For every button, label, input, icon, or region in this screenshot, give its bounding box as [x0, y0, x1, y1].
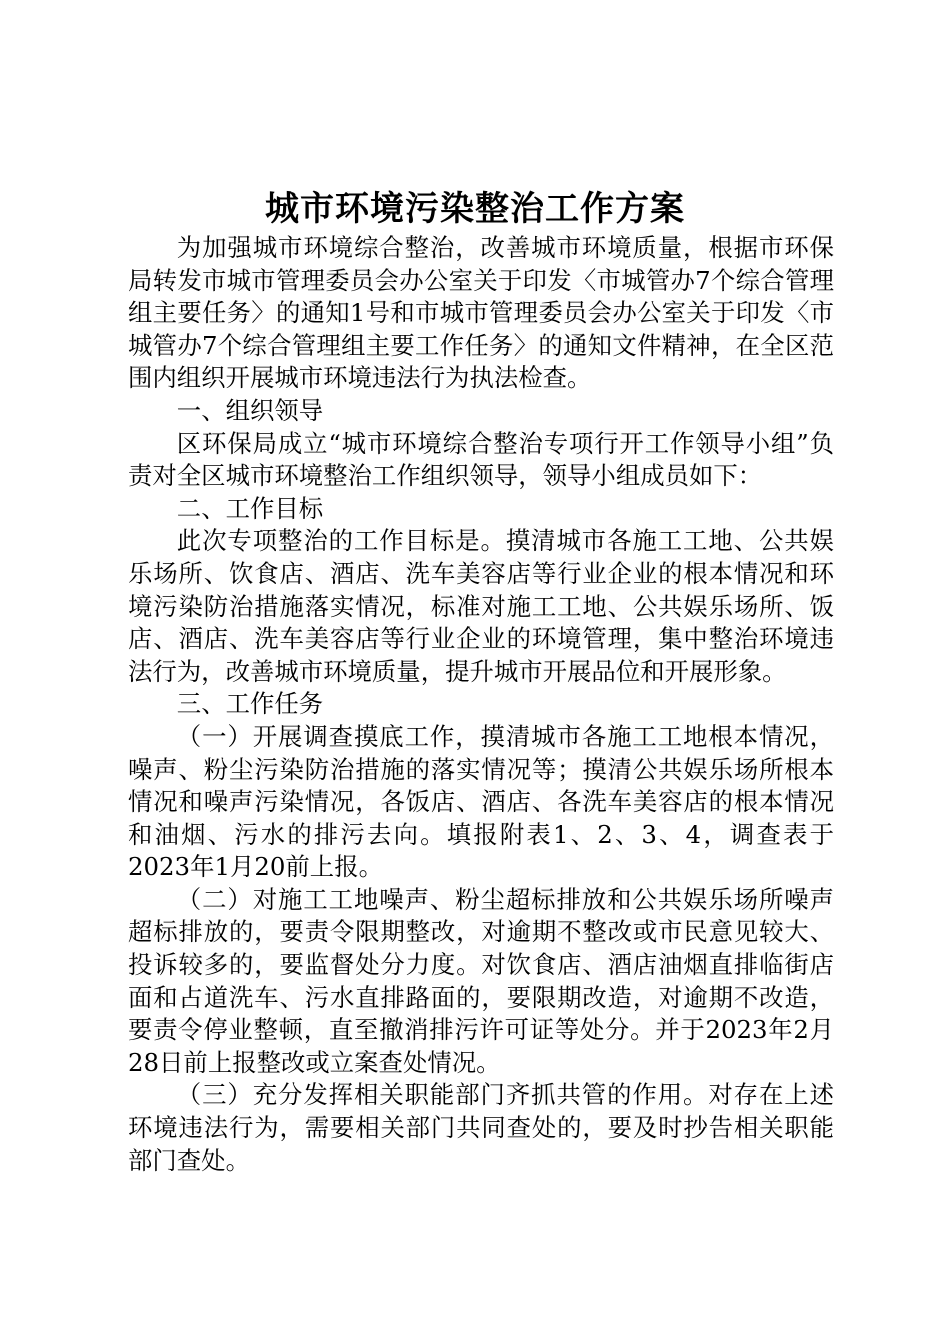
- section-heading-tasks: 三、工作任务: [176, 689, 324, 719]
- paragraph-intro: 为加强城市环境综合整治，改善城市环境质量，根据市环保局转发市城市管理委员会办公室关于印发〈市城管办7个综合管理组主要任务〉的通知1号和市城市管理委员会办公室关于印发〈市城管办7个综合管理组主要工作任务〉的通知文件精神，在全区范围内组织开展城市环境违法行为执法检查。: [128, 233, 834, 393]
- paragraph-task-1: （一）开展调查摸底工作，摸清城市各施工工地根本情况，噪声、粉尘污染防治措施的落实情况等；摸清公共娱乐场所根本情况和噪声污染情况，各饭店、酒店、各洗车美容店的根本情况和油烟、污水的排污去向。填报附表1、2、3、4，调查表于2023年1月20前上报。: [128, 721, 834, 882]
- paragraph-task-3: （三）充分发挥相关职能部门齐抓共管的作用。对存在上述环境违法行为，需要相关部门共同查处的，要及时抄告相关职能部门查处。: [128, 1080, 834, 1175]
- section-heading-organization: 一、组织领导: [176, 395, 324, 425]
- document-body: [128, 232, 834, 1177]
- paragraph-goals: 此次专项整治的工作目标是。摸清城市各施工工地、公共娱乐场所、饮食店、酒店、洗车美容店等行业企业的根本情况和环境污染防治措施落实情况，标准对施工工地、公共娱乐场所、饭店、酒店、洗车美容店等行业企业的环境管理，集中整治环境违法行为，改善城市环境质量，提升城市开展品位和开展形象。: [128, 526, 834, 686]
- paragraph-organization: 区环保局成立“城市环境综合整治专项行开工作领导小组”负责对全区城市环境整治工作组织领导，领导小组成员如下：: [128, 428, 834, 491]
- paragraph-task-2: （二）对施工工地噪声、粉尘超标排放和公共娱乐场所噪声超标排放的，要责令限期整改，对逾期不整改或市民意见较大、投诉较多的，要监督处分力度。对饮食店、酒店油烟直排临街店面和占道洗车、污水直排路面的，要限期改造，对逾期不改造，要责令停业整顿，直至撤消排污许可证等处分。并于2023年2月28日前上报整改或立案查处情况。: [128, 884, 834, 1077]
- document-title: 城市环境污染整治工作方案: [265, 189, 685, 229]
- section-heading-goals: 二、工作目标: [176, 493, 324, 523]
